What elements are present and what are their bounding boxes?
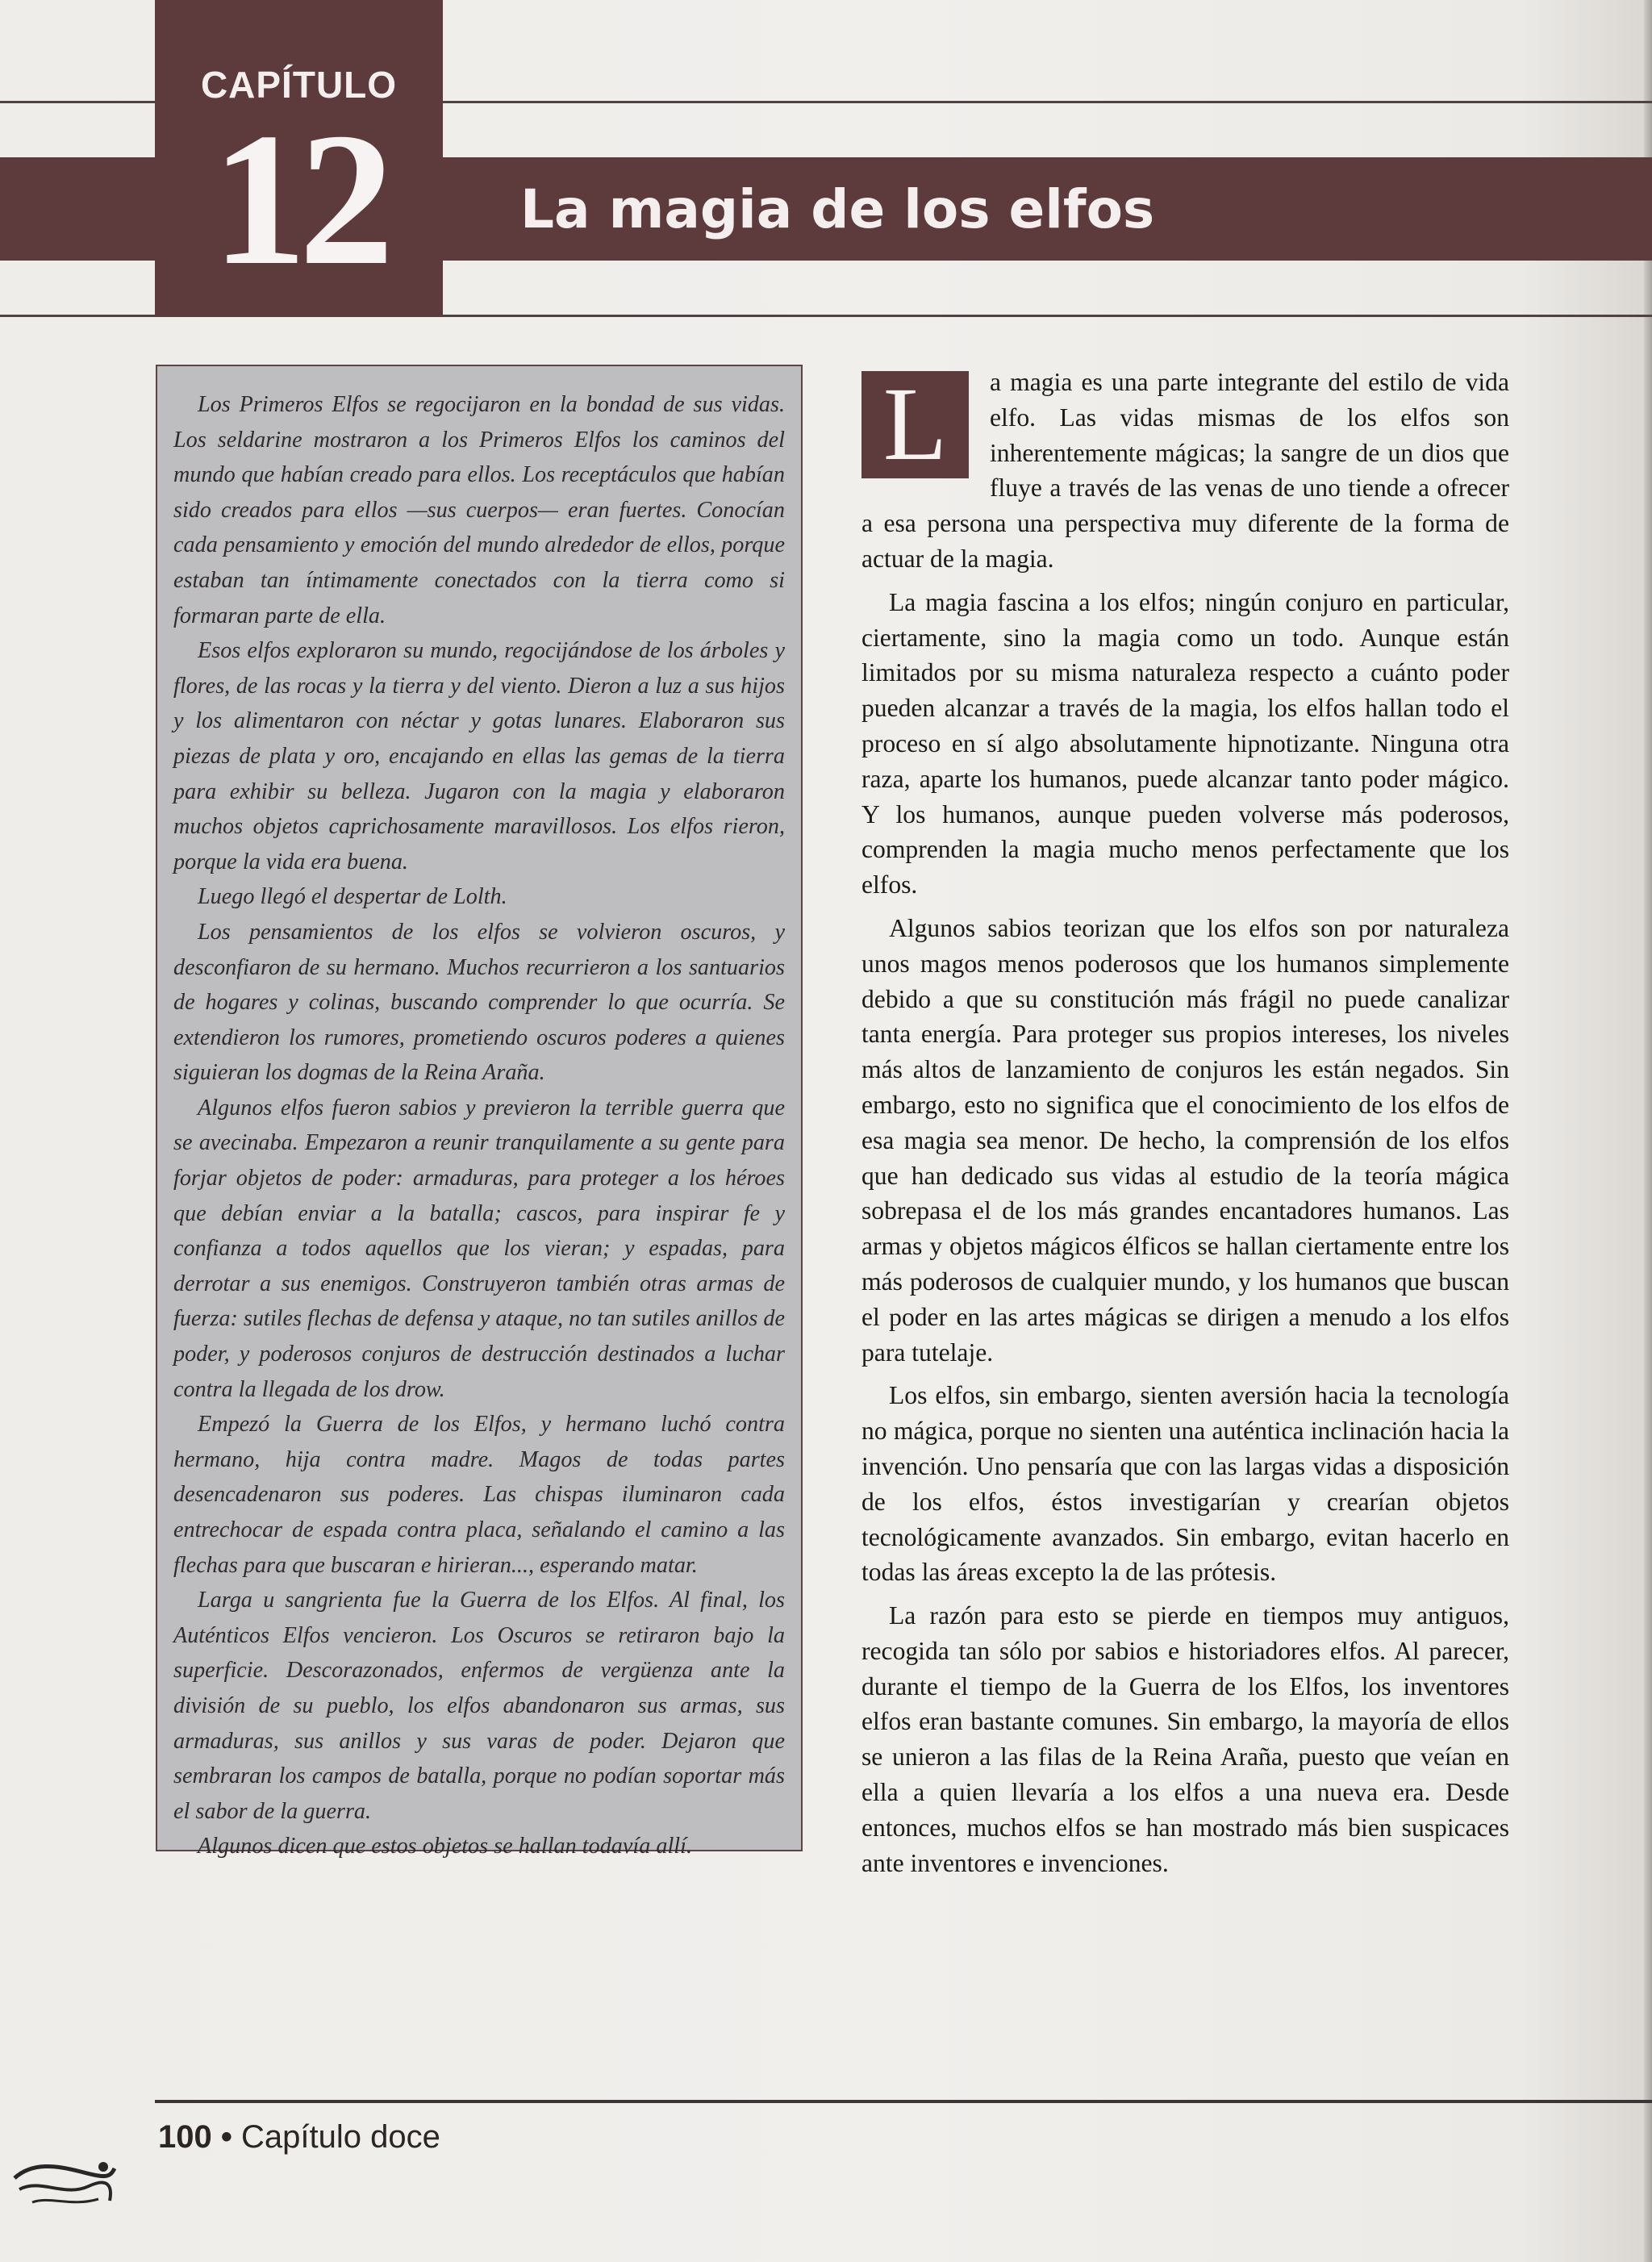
- footer-rule: [155, 2100, 1652, 2103]
- scribble-mark-icon: [8, 2154, 121, 2212]
- body-paragraph: La magia fascina a los elfos; ningún conjuro en particular, ciertamente, sino la magia como un todo. Aunque están limitados por su misma naturaleza respecto a cuánto poder pueden alcanzar a través de la magia, los elfos hallan todo el proceso en sí algo absolutamente hipnotizante. Ninguna otra raza, aparte los humanos, puede alcanzar tanto poder mágico. Y los humanos, aunque pueden volverse más poderosos, comprenden la magia mucho menos perfectamente que los elfos.: [861, 587, 1509, 899]
- chapter-number: 12: [211, 94, 386, 305]
- chapter-title: La magia de los elfos: [520, 178, 1155, 240]
- footer-chapter-name: Capítulo doce: [241, 2119, 440, 2155]
- body-paragraph: La razón para esto se pierde en tiempos muy antiguos, recogida tan sólo por sabios e historiadores elfos. Al parecer, durante el tiempo de la Guerra de los Elfos, los inventores elfos eran bastante comunes. Sin embargo, la mayoría de ellos se unieron a las filas de la Reina Araña, puesto que veían en ella a quien llevaría a los elfos a una nueva era. Desde entonces, muchos elfos se han mostrado más bien suspicaces ante inventores e invenciones.: [861, 1601, 1509, 1877]
- body-paragraph: Algunos sabios teorizan que los elfos son por naturaleza unos magos menos poderosos que los humanos simplemente debido a que su constitución más frágil no puede canalizar tanta energía. Para proteger sus propios intereses, los niveles más altos de lanzamiento de conjuros les están negados. Sin embargo, esto no significa que el conocimiento de los elfos de esa magia sea menor. De hecho, la comprensión de los elfos que han dedicado sus vidas al estudio de la teoría mágica sobrepasa el de los más grandes encantadores humanos. Las armas y objetos mágicos élficos se hallan ciertamente entre los más poderosos de cualquier mundo, y los humanos que buscan el poder en las artes mágicas se dirigen a menudo a los elfos para tutelaje.: [861, 913, 1509, 1367]
- main-column: [861, 365, 1509, 1888]
- sidebar-box: [156, 365, 803, 1859]
- drop-cap: L: [861, 371, 969, 478]
- page-number: 100: [158, 2119, 212, 2155]
- chapter-block: [155, 0, 443, 316]
- sidebar-paragraph: Empezó la Guerra de los Elfos, y hermano luchó contra hermano, hija contra madre. Magos de todas partes desencadenaron sus poderes. Las chispas iluminaron cada entrechocar de espada contra placa, señalando el camino a las flechas para que buscaran e hirieran..., esperando matar.: [173, 1412, 785, 1578]
- sidebar-paragraph: Los Primeros Elfos se regocijaron en la bondad de sus vidas. Los seldarine mostraron a los Primeros Elfos los caminos del mundo que habían creado para ellos. Los receptáculos que habían sido creados para ellos —sus cuerpos— eran fuertes. Conocían cada pensamiento y emoción del mundo alrededor de ellos, porque estaban tan íntimamente conectados con la tierra como si formaran parte de ella.: [173, 392, 785, 628]
- sidebar-paragraph: Algunos dicen que estos objetos se hallan todavía allí.: [198, 1834, 693, 1859]
- page-edge: [1644, 0, 1652, 2262]
- sidebar-paragraph: Los pensamientos de los elfos se volvieron oscuros, y desconfiaron de su hermano. Muchos recurrieron a los santuarios de hogares y colinas, buscando comprender lo que ocurría. Se extendieron los rumores, prometiendo oscuros poderes a quienes siguieran los dogmas de la Reina Araña.: [173, 919, 785, 1086]
- first-paragraph: [861, 365, 1509, 577]
- body-paragraph: Los elfos, sin embargo, sienten aversión hacia la tecnología no mágica, porque no sienten una auténtica inclinación hacia la invención. Uno pensaría que con las largas vidas a disposición de los elfos, éstos investigarían y crearían objetos tecnológicamente avanzados. Sin embargo, evitan hacerlo en todas las áreas excepto la de las prótesis.: [861, 1381, 1509, 1587]
- first-paragraph-text: a magia es una parte integrante del estilo de vida elfo. Las vidas mismas de los elfos son inherentemente mágicas; la sangre de un dios que fluye a través de las venas de uno tiende a ofrecer a esa persona una perspectiva muy diferente de la forma de actuar de la magia.: [861, 368, 1509, 573]
- footer-separator: •: [220, 2119, 232, 2155]
- chapter-label: CAPÍTULO: [200, 64, 398, 106]
- sidebar-paragraph: Esos elfos exploraron su mundo, regocijándose de los árboles y flores, de las rocas y la tierra y del viento. Dieron a luz a sus hijos y los alimentaron con néctar y gotas lunares. Elaboraron sus piezas de plata y oro, encajando en ellas las gemas de la tierra para exhibir su belleza. Jugaron con la magia y elaboraron muchos objetos caprichosamente maravillosos. Los elfos rieron, porque la vida era buena.: [173, 638, 785, 874]
- sidebar-paragraph: Larga u sangrienta fue la Guerra de los Elfos. Al final, los Auténticos Elfos vencieron. Los Oscuros se retiraron bajo la superficie. Descorazonados, enfermos de vergüenza ante la división de su pueblo, los elfos abandonaron sus armas, sus armaduras, sus anillos y sus varas de poder. Dejaron que sembraran los campos de batalla, porque no podían soportar más el sabor de la guerra.: [173, 1588, 785, 1824]
- sidebar-paragraph: Luego llegó el despertar de Lolth.: [198, 884, 507, 910]
- page-footer: [158, 2116, 440, 2158]
- sidebar-paragraph: Algunos elfos fueron sabios y previeron la terrible guerra que se avecinaba. Empezaron a reunir tranquilamente a su gente para forjar objetos de poder: armaduras, para proteger a los héroes que debían enviar a la batalla; cascos, para inspirar fe y confianza a todos aquellos que los vieran; y espadas, para derrotar a sus enemigos. Construyeron también otras armas de fuerza: sutiles flechas de defensa y ataque, no tan sutiles anillos de poder, y poderosos conjuros de destrucción destinados a luchar contra la llegada de los drow.: [173, 1095, 785, 1402]
